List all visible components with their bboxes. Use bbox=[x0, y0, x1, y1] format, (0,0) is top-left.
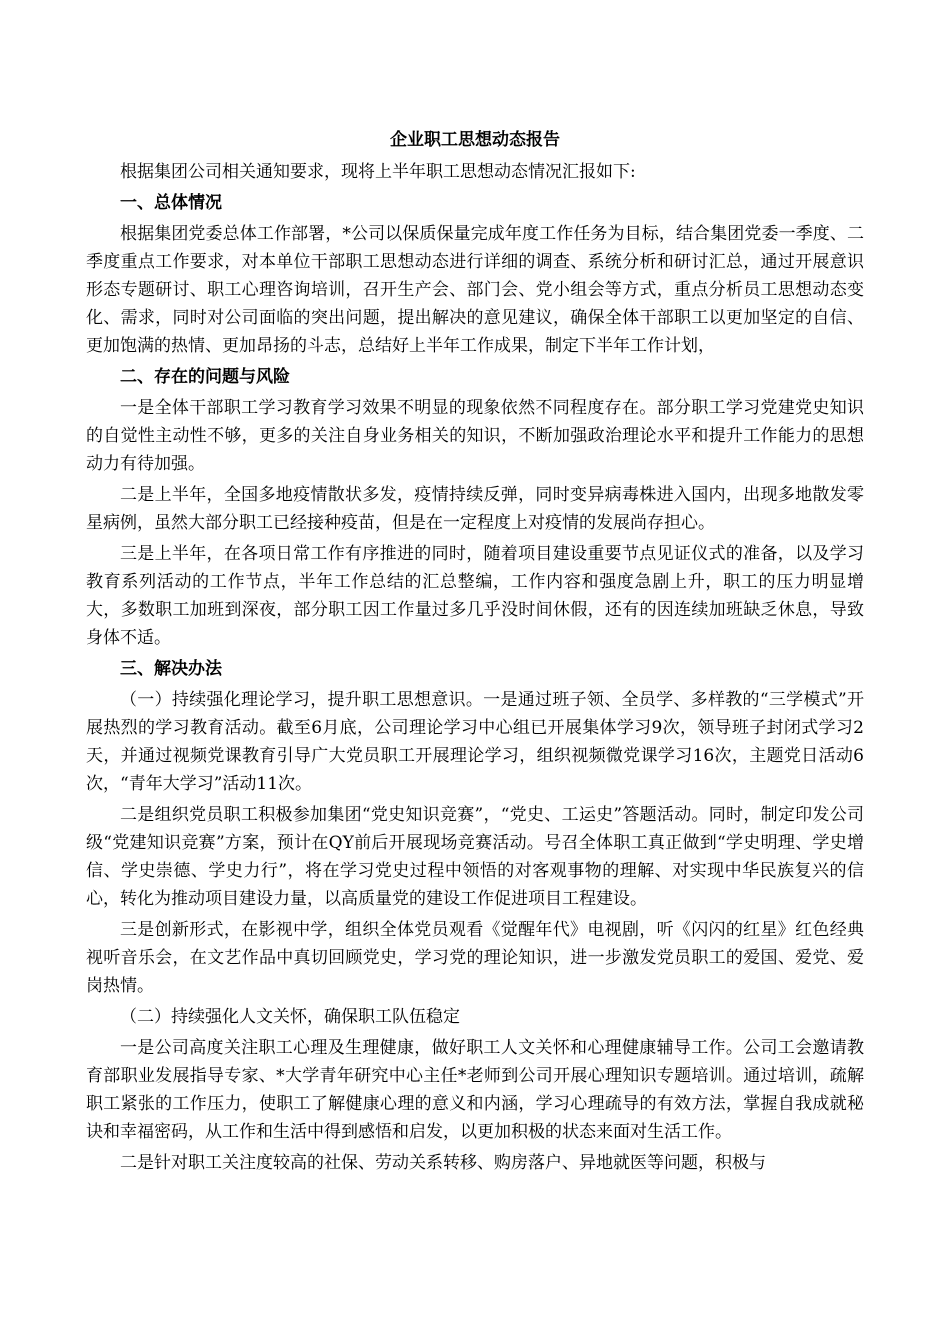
solution-subheading-2: （二）持续强化人文关怀，确保职工队伍稳定 bbox=[120, 1007, 460, 1027]
solution-paragraph-4: 一是公司高度关注职工心理及生理健康，做好职工人文关怀和心理健康辅导工作。公司工会邀请教育部职业发展指导专家、*大学青年研究中心主任*老师到公司开展心理知识专题培训。通过培训，疏解职工紧张的工作压力，使职工了解健康心理的意义和内涵，学习心理疏导的有效方法，掌握自我成就秘诀和幸福密码，从工作和生活中得到感悟和启发，以更加积极的状态来面对生活工作。 bbox=[86, 1038, 864, 1142]
section-heading-solutions: 三、解决办法 bbox=[120, 659, 222, 679]
document-title: 企业职工思想动态报告 bbox=[390, 130, 560, 150]
problem-paragraph-2: 二是上半年，全国多地疫情散状多发，疫情持续反弹，同时变异病毒株进入国内，出现多地散发零星病例，虽然大部分职工已经接种疫苗，但是在一定程度上对疫情的发展尚存担心。 bbox=[86, 485, 864, 533]
solution-paragraph-3: 三是创新形式，在影视中学，组织全体党员观看《觉醒年代》电视剧，听《闪闪的红星》红色经典视听音乐会，在文艺作品中真切回顾党史，学习党的理论知识，进一步激发党员职工的爱国、爱党、爱岗热情。 bbox=[86, 920, 864, 996]
solution-paragraph-1: （一）持续强化理论学习，提升职工思想意识。一是通过班子领、全员学、多样教的“三学模式”开展热烈的学习教育活动。截至6月底，公司理论学习中心组已开展集体学习9次，领导班子封闭式学习2天，并通过视频党课教育引导广大党员职工开展理论学习，组织视频微党课学习16次，主题党日活动6次，“青年大学习”活动11次。 bbox=[86, 690, 864, 794]
intro-paragraph: 根据集团公司相关通知要求，现将上半年职工思想动态情况汇报如下: bbox=[120, 162, 636, 182]
document-page bbox=[86, 128, 864, 1180]
problem-paragraph-3: 三是上半年，在各项日常工作有序推进的同时，随着项目建设重要节点见证仪式的准备，以及学习教育系列活动的工作节点，半年工作总结的汇总整编，工作内容和强度急剧上升，职工的压力明显增大，多数职工加班到深夜，部分职工因工作量过多几乎没时间休假，还有的因连续加班缺乏休息，导致身体不适。 bbox=[86, 544, 864, 648]
overview-paragraph: 根据集团党委总体工作部署，*公司以保质保量完成年度工作任务为目标，结合集团党委一季度、二季度重点工作要求，对本单位干部职工思想动态进行详细的调查、系统分析和研讨汇总，通过开展意识形态专题研讨、职工心理咨询培训，召开生产会、部门会、党小组会等方式，重点分析员工思想动态变化、需求，同时对公司面临的突出问题，提出解决的意见建议，确保全体干部职工以更加坚定的自信、更加饱满的热情、更加昂扬的斗志，总结好上半年工作成果，制定下半年工作计划， bbox=[86, 224, 864, 356]
section-heading-overview: 一、总体情况 bbox=[120, 193, 222, 213]
section-heading-problems: 二、存在的问题与风险 bbox=[120, 367, 290, 387]
problem-paragraph-1: 一是全体干部职工学习教育学习效果不明显的现象依然不同程度存在。部分职工学习党建党史知识的自觉性主动性不够，更多的关注自身业务相关的知识，不断加强政治理论水平和提升工作能力的思想动力有待加强。 bbox=[86, 398, 864, 474]
solution-paragraph-5: 二是针对职工关注度较高的社保、劳动关系转移、购房落户、异地就医等问题，积极与 bbox=[120, 1153, 766, 1173]
solution-paragraph-2: 二是组织党员职工积极参加集团“党史知识竞赛”，“党史、工运史”答题活动。同时，制定印发公司级“党建知识竞赛”方案，预计在QY前后开展现场竞赛活动。号召全体职工真正做到“学史明理、学史增信、学史崇德、学史力行”，将在学习党史过程中领悟的对客观事物的理解、对实现中华民族复兴的信心，转化为推动项目建设力量，以高质量党的建设工作促进项目工程建设。 bbox=[86, 805, 864, 909]
